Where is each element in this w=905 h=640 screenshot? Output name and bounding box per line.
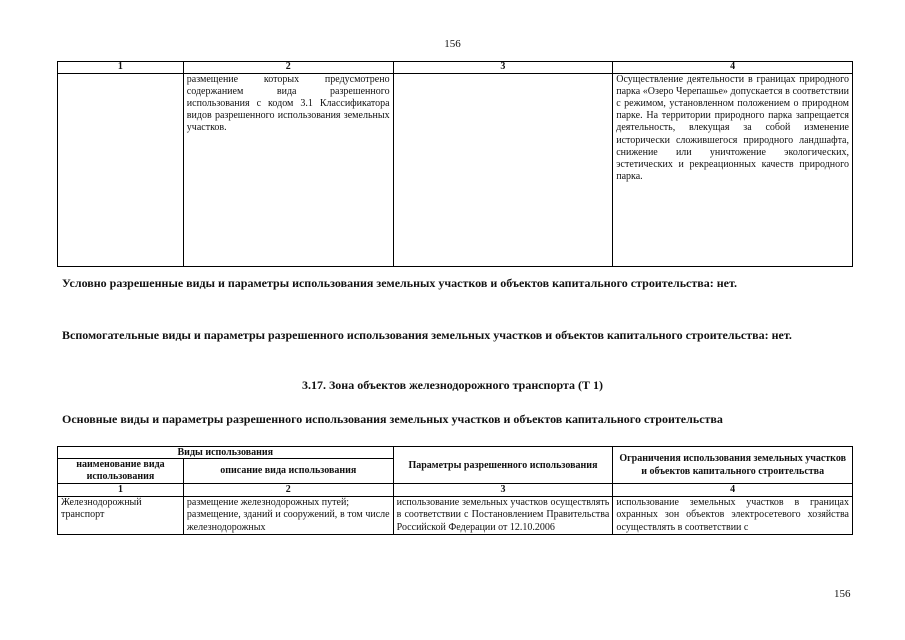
table-header-row (58, 62, 853, 74)
cell-col4: Осуществление деятельности в границах природного парка «Озеро Черепашье» допускается в соответствии с режимом, установленном положением о природном парке. На территории природного парка запрещается деятельность, влекущая за собой изменение исторически сложившегося природного ландшафта, снижение или уничтожение экологических, эстетических и рекреационных качеств природного парка. (613, 73, 853, 266)
table-row (58, 73, 853, 266)
col-number-1: 1 (58, 484, 184, 497)
paragraph-auxiliary: Вспомогательные виды и параметры разрешенного использования земельных участков и объектов капитального строительства: нет. (62, 328, 792, 342)
cell-col2-line-b: размещение, зданий и сооружений, в том числе железнодорожных (186, 509, 390, 533)
col-number-3: 3 (393, 484, 613, 497)
table-continuation (57, 61, 853, 267)
table-header-row (58, 447, 853, 459)
section-title: 3.17. Зона объектов железнодорожного транспорта (Т 1) (301, 378, 604, 392)
cell-col2-line-a: размещение железнодорожных путей; (186, 497, 350, 508)
cell-col3: использование земельных участков осуществлять в соответствии с Постановлением Правительства Российской Федерации от 12.10.2006 (393, 497, 613, 535)
cell-col3 (393, 73, 613, 266)
page-number-bottom: 156 (834, 588, 851, 600)
cell-col2: размещение которых предусмотрено содержанием вида разрешенного использования с кодом 3.1 Классификатора видов разрешенного использования земельных участков. (183, 73, 393, 266)
col-number-4: 4 (613, 484, 853, 497)
header-desc: описание вида использования (183, 459, 393, 484)
col-number-2: 2 (183, 484, 393, 497)
header-params: Параметры разрешенного использования (393, 447, 613, 484)
table-basic-uses (57, 446, 853, 535)
cell-col1 (58, 73, 184, 266)
col-header-2: 2 (183, 62, 393, 74)
cell-col2 (183, 497, 393, 535)
page-number-top: 156 (444, 38, 461, 50)
header-name: наименование вида использования (58, 459, 184, 484)
cell-col4: использование земельных участков в границах охранных зон объектов электросетевого хозяйства осуществлять в соответствии с (613, 497, 853, 535)
col-header-3: 3 (393, 62, 613, 74)
table-col-numbers (58, 484, 853, 497)
col-header-1: 1 (58, 62, 184, 74)
paragraph-conditional: Условно разрешенные виды и параметры использования земельных участков и объектов капитального строительства: нет. (62, 276, 737, 290)
col-header-4: 4 (613, 62, 853, 74)
header-group: Виды использования (58, 447, 394, 459)
cell-col1: Железнодорожный транспорт (58, 497, 184, 535)
table-row (58, 497, 853, 535)
paragraph-basic: Основные виды и параметры разрешенного использования земельных участков и объектов капитального строительства (62, 412, 723, 426)
header-limits: Ограничения использования земельных участков и объектов капитального строительства (613, 447, 853, 484)
